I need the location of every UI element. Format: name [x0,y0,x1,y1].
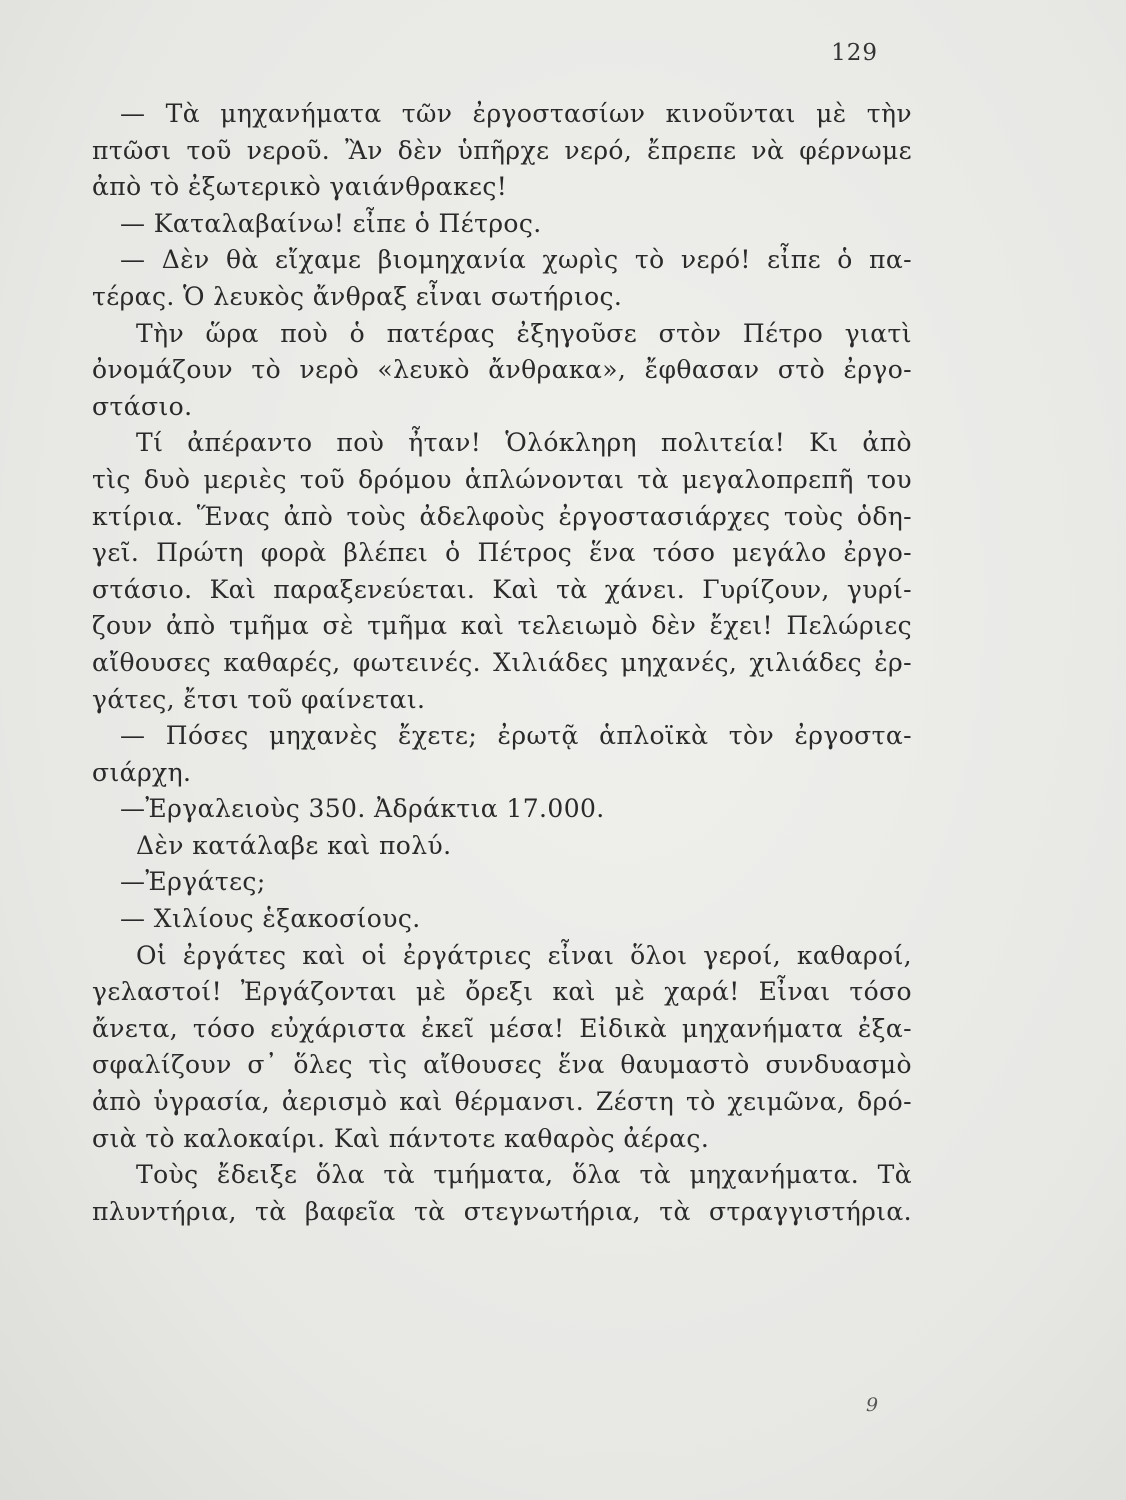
text-line: Τί ἀπέραντο ποὺ ἦταν! Ὁλόκληρη πολιτεία! Κι ἀπὸ [136,428,912,458]
page-number: 129 [831,40,878,66]
signature-mark: 9 [866,1394,879,1416]
text-line: Τὴν ὥρα ποὺ ὁ πατέρας ἐξηγοῦσε στὸν Πέτρο γιατὶ [136,318,912,348]
text-line: ζουν ἀπὸ τμῆμα σὲ τμῆμα καὶ τελειωμὸ δὲν ἔχει! Πελώριες [92,611,912,641]
text-line: κτίρια. Ἕνας ἀπὸ τοὺς ἀδελφοὺς ἐργοστασιάρχες τοὺς ὁδη- [92,501,912,531]
text-line: στάσιο. [92,391,193,421]
text-line: σιὰ τὸ καλοκαίρι. Καὶ πάντοτε καθαρὸς ἀέρας. [92,1123,710,1153]
text-line: ἀπὸ τὸ ἐξωτερικὸ γαιάνθρακες! [92,172,508,202]
text-line: γελαστοί! Ἐργάζονται μὲ ὄρεξι καὶ μὲ χαρά! Εἶναι τόσο [92,977,912,1007]
text-line: ἀπὸ ὑγρασία, ἀερισμὸ καὶ θέρμανσι. Ζέστη τὸ χειμῶνα, δρό- [92,1087,912,1117]
text-line: πλυντήρια, τὰ βαφεῖα τὰ στεγνωτήρια, τὰ στραγγιστήρια. [92,1196,912,1226]
text-line: πτῶσι τοῦ νεροῦ. Ἂν δὲν ὑπῆρχε νερό, ἔπρεπε νὰ φέρνωμε [92,135,912,165]
text-line: ἄνετα, τόσο εὐχάριστα ἐκεῖ μέσα! Εἰδικὰ μηχανήματα ἐξα- [92,1013,912,1043]
text-line: τὶς δυὸ μεριὲς τοῦ δρόμου ἁπλώνονται τὰ μεγαλοπρεπῆ του [92,464,912,494]
text-line: γάτες, ἔτσι τοῦ φαίνεται. [92,684,426,714]
text-line: ὀνομάζουν τὸ νερὸ «λευκὸ ἄνθρακα», ἔφθασαν στὸ ἐργο- [92,355,912,385]
text-line: γεῖ. Πρώτη φορὰ βλέπει ὁ Πέτρος ἕνα τόσο μεγάλο ἐργο- [92,538,912,568]
text-line: — Δὲν θὰ εἴχαμε βιομηχανία χωρὶς τὸ νερό! εἶπε ὁ πα- [120,245,912,275]
text-line: — Τὰ μηχανήματα τῶν ἐργοστασίων κινοῦνται μὲ τὴν [120,99,912,128]
text-line: τέρας. Ὁ λευκὸς ἄνθραξ εἶναι σωτήριος. [92,281,623,311]
text-line: σιάρχη. [92,757,192,787]
text-line: — Χιλίους ἑξακοσίους. [120,904,421,934]
body-text [92,96,912,1230]
text-line: αἴθουσες καθαρές, φωτεινές. Χιλιάδες μηχανές, χιλιάδες ἐρ- [92,647,912,677]
text-line: Τοὺς ἔδειξε ὅλα τὰ τμήματα, ὅλα τὰ μηχανήματα. Τὰ [136,1160,912,1190]
text-line: Δὲν κατάλαβε καὶ πολύ. [136,830,452,860]
text-line: — Πόσες μηχανὲς ἔχετε; ἐρωτᾷ ἁπλοϊκὰ τὸν ἐργοστα- [120,721,912,751]
text-line: — Καταλαβαίνω! εἶπε ὁ Πέτρος. [120,208,542,238]
text-line: στάσιο. Καὶ παραξενεύεται. Καὶ τὰ χάνει. Γυρίζουν, γυρί- [92,574,912,604]
text-line: —Ἐργαλειοὺς 350. Ἀδράκτια 17.000. [120,794,605,824]
text-line: Οἱ ἐργάτες καὶ οἱ ἐργάτριες εἶναι ὅλοι γεροί, καθαροί, [136,940,912,970]
text-line: —Ἐργάτες; [120,867,266,897]
text-line: σφαλίζουν σ᾽ ὅλες τὶς αἴθουσες ἕνα θαυμαστὸ συνδυασμὸ [92,1050,912,1080]
